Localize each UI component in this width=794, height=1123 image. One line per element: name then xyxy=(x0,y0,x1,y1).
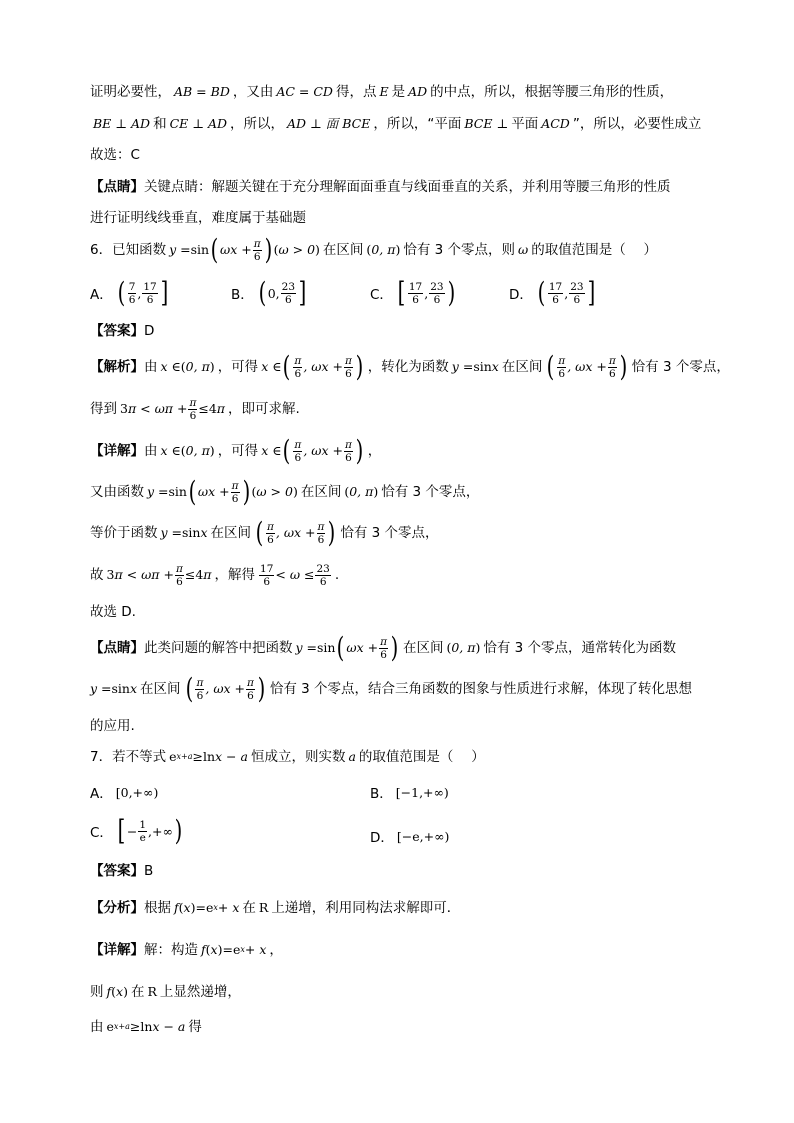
math-function: y = sin ( ωx + $\frac{\pi}{6}$ ) ( ω > 0 ) xyxy=(147,475,298,508)
comment-6 xyxy=(90,633,710,663)
text: 在区间 xyxy=(402,640,444,656)
option-label: A． xyxy=(90,287,113,303)
math-interval: ( 0, π ) xyxy=(344,484,379,499)
math-ad-perp-bce: AD ⊥ 面 BCE xyxy=(287,116,371,131)
text: 在区间 xyxy=(322,242,364,258)
text: 由 xyxy=(90,1019,104,1035)
detail-7 xyxy=(90,940,710,960)
text: 由 xyxy=(144,443,158,459)
text: 上显然递增， xyxy=(159,984,241,1000)
text: 则 xyxy=(90,984,104,1000)
text: 又由函数 xyxy=(90,484,144,500)
math-e: E xyxy=(379,84,389,99)
option-label: B． xyxy=(231,287,254,303)
option-7a-value: [0,+∞) xyxy=(115,784,159,800)
text: 是 xyxy=(391,84,406,100)
detail-6c xyxy=(90,518,710,548)
comment-line-1 xyxy=(90,177,710,197)
text: . xyxy=(334,567,340,583)
text: ，所以， xyxy=(230,116,285,132)
option-7d-value: [−e,+∞) xyxy=(396,828,450,844)
math-bce-perp: BCE ⊥ xyxy=(464,116,509,131)
option-7c xyxy=(90,816,187,846)
option-label: D． xyxy=(370,830,394,846)
text: 在 xyxy=(130,984,145,1000)
text: 在区间 xyxy=(300,484,342,500)
section-tag: 【点睛】 xyxy=(90,640,144,656)
text: ，转化为函数 xyxy=(367,359,449,375)
text: 此类问题的解答中把函数 xyxy=(144,640,293,656)
option-label: B． xyxy=(370,786,393,802)
text: 在区间 xyxy=(501,359,543,375)
text: 的取值范围是（ ） xyxy=(531,242,657,258)
math-fx: f ( x ) = e x + x xyxy=(174,900,240,915)
math-function: y = sin ( ωx + $\frac{\pi}{6}$ ) xyxy=(295,631,399,664)
text: 在 xyxy=(242,900,256,916)
option-7b-value: [−1,+∞) xyxy=(395,784,449,800)
detail-6 xyxy=(90,436,710,466)
text: ，即可求解. xyxy=(228,401,300,417)
math-x-in: x ∈ ( 0, π ) xyxy=(160,359,215,374)
option-label: C． xyxy=(90,825,113,841)
section-tag: 【详解】 xyxy=(90,942,144,958)
math-sinx: y = sin x xyxy=(451,359,499,374)
text: 得，点 xyxy=(335,84,377,100)
option-a-value: ( $\frac{7}{6}$ , $\frac{17}{6}$ ] xyxy=(117,276,169,309)
question-7 xyxy=(90,747,710,767)
text: 证明必要性， xyxy=(90,84,171,100)
math-inequality-7: e x+a ≥ ln x − a xyxy=(169,749,248,764)
math-inequality: 3 π < ωπ + $\frac{\pi}{6}$ ≤ 4 π xyxy=(106,562,212,588)
math-inequality-7: e x+a ≥ ln x − a xyxy=(106,1019,186,1034)
analysis-6b xyxy=(90,394,710,424)
math-omega: ω xyxy=(518,242,529,257)
option-d-value: ( $\frac{17}{6}$ , $\frac{23}{6}$ ] xyxy=(537,276,595,309)
text: 平面 xyxy=(511,116,539,132)
detail-6e xyxy=(90,602,710,622)
text: ， xyxy=(269,942,283,958)
text: 进行证明线线垂直，难度属于基础题 xyxy=(90,210,306,226)
math-function: y = sin ( ωx + $\frac{\pi}{6}$ ) ( ω > 0 ) xyxy=(169,233,320,266)
math-interval-2: ( $\frac{\pi}{6}$ , ωx + $\frac{\pi}{6}$ ) xyxy=(185,672,266,705)
analysis-6 xyxy=(90,350,730,383)
text: 故选 D. xyxy=(90,604,136,620)
text: 上递增，利用同构法求解即可． xyxy=(271,900,461,916)
answer-7 xyxy=(90,861,710,881)
math-sinx: y = sin x xyxy=(90,681,138,696)
math-inequality: 3 π < ωπ + $\frac{\pi}{6}$ ≤ 4 π xyxy=(120,396,226,422)
option-7c-value: [ − $\frac{1}{e}$ ,+∞ ) xyxy=(117,814,183,847)
option-label: D． xyxy=(509,287,533,303)
text: 恰有 3 个零点，通常转化为函数 xyxy=(483,640,677,656)
comment-6b xyxy=(90,674,710,704)
question-number: 6．已知函数 xyxy=(90,242,167,258)
text: 的取值范围是（ ） xyxy=(358,749,485,765)
answer-value: D xyxy=(144,323,155,339)
math-interval: ( 0, π ) xyxy=(446,640,481,655)
text: 根据 xyxy=(144,900,171,916)
option-label: A． xyxy=(90,786,113,802)
math-fx-short: f ( x ) xyxy=(106,984,128,999)
text: 关键点睛：解题关键在于充分理解面面垂直与线面垂直的关系，并利用等腰三角形的性质 xyxy=(144,179,671,195)
comment-line-2 xyxy=(90,208,710,228)
math-interval-2: ( $\frac{\pi}{6}$ , ωx + $\frac{\pi}{6}$ ) xyxy=(255,516,336,549)
detail-7b xyxy=(90,982,710,1002)
option-d xyxy=(509,278,600,308)
text: 恰有 3 个零点， xyxy=(631,359,730,375)
text: 和 xyxy=(153,116,167,132)
text: 恰有 3 个零点，则 xyxy=(403,242,515,258)
question-number: 7．若不等式 xyxy=(90,749,167,765)
option-7d xyxy=(370,826,452,846)
option-label: C． xyxy=(370,287,393,303)
text: ，解得 xyxy=(214,567,256,583)
proof-line-2 xyxy=(90,114,710,134)
detail-7c xyxy=(90,1017,710,1037)
question-6 xyxy=(90,235,710,265)
text: 等价于函数 xyxy=(90,525,158,541)
text: 的中点，所以，根据等腰三角形的性质， xyxy=(430,84,674,100)
math-ce-perp-ad: CE ⊥ AD xyxy=(169,116,228,131)
section-tag: 【详解】 xyxy=(90,443,144,459)
text: ”，所以，必要性成立 xyxy=(572,116,702,132)
detail-6b xyxy=(90,477,710,507)
proof-line-1 xyxy=(90,82,710,102)
math-ac-cd: AC = CD xyxy=(276,84,333,99)
text: 在区间 xyxy=(210,525,252,541)
text: 得 xyxy=(188,1019,202,1035)
text: 得到 xyxy=(90,401,117,417)
text: 的应用. xyxy=(90,718,135,734)
math-a: a xyxy=(348,749,356,764)
math-ab-bd: AB = BD xyxy=(174,84,230,99)
section-tag: 【分析】 xyxy=(90,900,144,916)
text: ，可得 xyxy=(217,443,259,459)
option-c xyxy=(370,278,460,308)
math-sinx: y = sin x xyxy=(160,525,208,540)
math-r: R xyxy=(258,900,269,915)
analysis-7 xyxy=(90,898,710,918)
text: 在区间 xyxy=(140,681,181,697)
detail-6d xyxy=(90,560,710,590)
section-tag: 【答案】 xyxy=(90,323,144,339)
math-interval-2: ( $\frac{\pi}{6}$ , ωx + $\frac{\pi}{6}$ ) xyxy=(546,350,628,383)
math-r: R xyxy=(147,984,157,999)
option-b-value: ( 0, $\frac{23}{6}$ ] xyxy=(258,276,307,309)
math-acd: ACD xyxy=(541,116,570,131)
section-tag: 【点睛】 xyxy=(90,179,144,195)
text: 恰有 3 个零点， xyxy=(340,525,439,541)
option-7b xyxy=(370,782,452,802)
math-be-perp-ad: BE ⊥ AD xyxy=(93,116,151,131)
section-tag: 【解析】 xyxy=(90,359,144,375)
math-solution: $\frac{17}{6}$ < ω ≤ $\frac{23}{6}$ xyxy=(260,562,330,588)
option-c-value: [ $\frac{17}{6}$ , $\frac{23}{6}$ ) xyxy=(397,276,455,309)
comment-6c xyxy=(90,716,710,736)
text: 故选：C xyxy=(90,147,140,163)
option-a xyxy=(90,278,173,308)
text: 由 xyxy=(144,359,158,375)
option-7a xyxy=(90,782,161,802)
math-interval: ( 0, π ) xyxy=(366,242,401,257)
answer-6 xyxy=(90,321,710,341)
text: ，所以，“平面 xyxy=(373,116,462,132)
option-b xyxy=(231,278,311,308)
math-x-range: x ∈ ( $\frac{\pi}{6}$ , ωx + $\frac{\pi}{6}$ ) xyxy=(261,434,364,467)
text: ，又由 xyxy=(232,84,274,100)
section-tag: 【答案】 xyxy=(90,863,144,879)
text: ， xyxy=(367,443,382,459)
math-fx: f ( x ) = e x + x xyxy=(201,942,267,957)
text: 故 xyxy=(90,567,104,583)
math-x-in: x ∈ ( 0, π ) xyxy=(160,443,215,458)
math-ad: AD xyxy=(408,84,428,99)
answer-value: B xyxy=(144,863,154,879)
math-x-range: x ∈ ( $\frac{\pi}{6}$ , ωx + $\frac{\pi}{6}$ ) xyxy=(261,350,364,383)
text: 恰有 3 个零点，结合三角函数的图象与性质进行求解，体现了转化思想 xyxy=(269,681,693,697)
text: ，可得 xyxy=(217,359,259,375)
text: 恰有 3 个零点， xyxy=(381,484,480,500)
text: 解：构造 xyxy=(144,942,198,958)
text: 恒成立，则实数 xyxy=(250,749,346,765)
answer-line-c xyxy=(90,145,710,165)
